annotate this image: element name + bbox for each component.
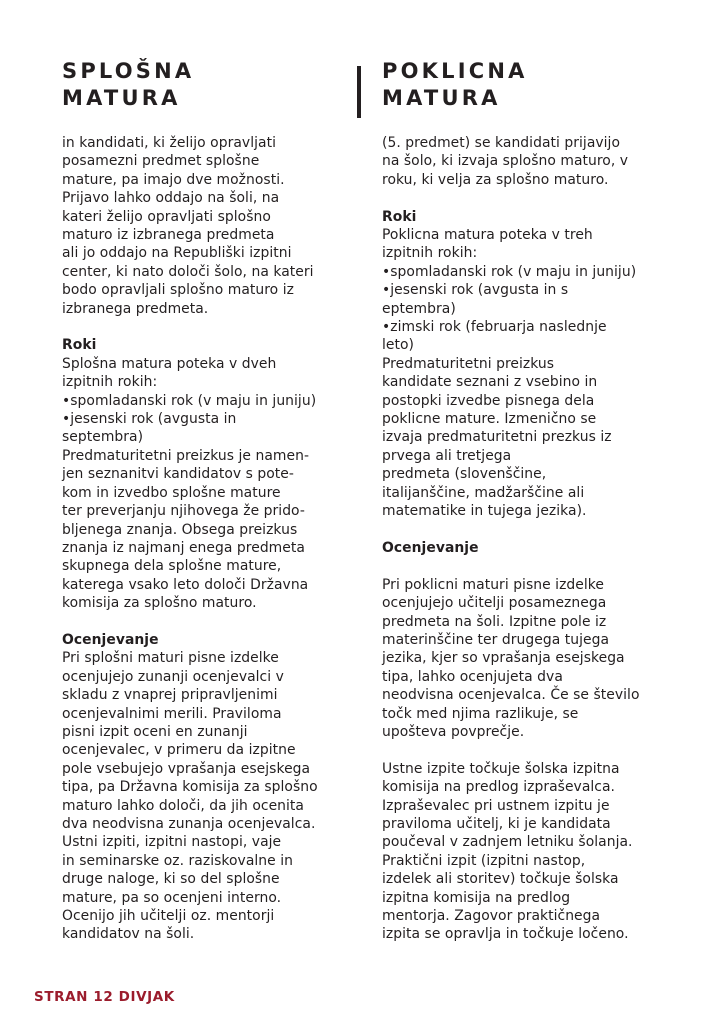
- text-line: jen seznanitvi kandidatov s pote-: [62, 466, 294, 483]
- text-line: skupnega dela splošne mature,: [62, 558, 282, 575]
- text-line: izpitnih rokih:: [62, 374, 158, 391]
- text-line: pole vsebujejo vprašanja esejskega: [62, 760, 311, 777]
- text-line: skladu z vnaprej pripravljenimi: [62, 687, 278, 704]
- text-line: eptembra): [382, 300, 456, 317]
- right-title-line: POKLICNA: [382, 59, 528, 83]
- text-line: komisija za splošno maturo.: [62, 595, 257, 612]
- text-line: Izpraševalec pri ustnem izpitu je: [382, 797, 610, 814]
- text-line: •jesenski rok (avgusta in: [62, 411, 237, 428]
- text-line: ocenjujejo učitelji posameznega: [382, 595, 607, 612]
- text-line: izpitnih rokih:: [382, 245, 478, 262]
- left-title-line: SPLOŠNA: [62, 59, 195, 83]
- text-line: (5. predmet) se kandidati prijavijo: [382, 135, 621, 151]
- text-line: roku, ki velja za splošno maturo.: [382, 171, 609, 188]
- page-footer: STRAN 12 DIVJAK: [34, 989, 175, 1005]
- text-line: katerega vsako leto določi Državna: [62, 576, 309, 593]
- text-line: Pri poklicni maturi pisne izdelke: [382, 576, 604, 593]
- section-heading-ocenjevanje: Ocenjevanje: [382, 539, 479, 556]
- text-line: matematike in tujega jezika).: [382, 503, 587, 520]
- right-column: [382, 58, 682, 944]
- text-line: postopki izvedbe pisnega dela: [382, 392, 595, 409]
- text-line: dva neodvisna zunanja ocenjevalca.: [62, 816, 316, 832]
- section-heading-roki: Roki: [382, 208, 417, 225]
- text-line: kom in izvedbo splošne mature: [62, 484, 281, 501]
- text-line: izpita se opravlja in točkuje ločeno.: [382, 926, 629, 943]
- left-intro: [62, 134, 352, 318]
- text-line: •zimski rok (februarja naslednje: [382, 319, 607, 336]
- text-line: Prijavo lahko oddajo na šoli, na: [62, 190, 280, 207]
- text-line: druge naloge, ki so del splošne: [62, 871, 280, 888]
- text-line: neodvisna ocenjevalca. Če se število: [382, 687, 640, 704]
- text-line: •jesenski rok (avgusta in s: [382, 282, 569, 299]
- right-intro: [382, 134, 682, 189]
- text-line: kandidate seznani z vsebino in: [382, 374, 598, 391]
- text-line: točk med njima razlikuje, se: [382, 705, 579, 722]
- text-line: mature, pa so ocenjeni interno.: [62, 889, 282, 906]
- text-line: upošteva povprečje.: [382, 723, 525, 740]
- text-line: praviloma učitelj, ki je kandidata: [382, 815, 611, 832]
- text-line: Praktični izpit (izpitni nastop,: [382, 852, 586, 869]
- text-line: znanja iz najmanj enega predmeta: [62, 539, 305, 556]
- text-line: predmeta (slovenščine,: [382, 466, 547, 483]
- text-line: Ustne izpite točkuje šolska izpitna: [382, 760, 620, 777]
- text-line: mature, pa imajo dve možnosti.: [62, 171, 285, 188]
- text-line: tipa, lahko ocenjujeta dva: [382, 668, 563, 685]
- text-line: izvaja predmaturitetni prezkus iz: [382, 429, 612, 446]
- text-line: kandidatov na šoli.: [62, 926, 195, 943]
- text-line: poklicne mature. Izmenično se: [382, 411, 597, 428]
- text-line: •spomladanski rok (v maju in juniju): [382, 263, 637, 280]
- text-line: ocenjevalec, v primeru da izpitne: [62, 742, 296, 759]
- text-line: pisni izpit oceni en zunanji: [62, 723, 248, 740]
- left-body: [62, 134, 352, 944]
- text-line: in kandidati, ki želijo opravljati: [62, 135, 276, 151]
- left-ocenjevanje-section: [62, 631, 352, 944]
- right-roki-section: [382, 208, 682, 521]
- left-roki-section: [62, 336, 352, 612]
- text-line: Predmaturitetni preizkus: [382, 355, 555, 372]
- right-title: [382, 58, 682, 112]
- text-line: Ocenijo jih učitelji oz. mentorji: [62, 908, 275, 925]
- text-line: materinščine ter drugega tujega: [382, 631, 610, 648]
- text-line: tipa, pa Državna komisija za splošno: [62, 779, 318, 796]
- text-line: komisija na predlog izpraševalca.: [382, 779, 616, 796]
- text-line: Pri splošni maturi pisne izdelke: [62, 650, 279, 667]
- text-line: na šolo, ki izvaja splošno maturo, v: [382, 153, 629, 170]
- text-line: poučeval v zadnjem letniku šolanja.: [382, 834, 633, 851]
- text-line: mentorja. Zagovor praktičnega: [382, 908, 601, 924]
- text-line: Predmaturitetni preizkus je namen-: [62, 447, 310, 464]
- text-line: ali jo oddajo na Republiški izpitni: [62, 245, 292, 262]
- right-body: [382, 134, 682, 944]
- text-line: •spomladanski rok (v maju in juniju): [62, 392, 317, 409]
- text-line: Ustni izpiti, izpitni nastopi, vaje: [62, 834, 282, 851]
- text-line: jezika, kjer so vprašanja esejskega: [382, 650, 625, 667]
- section-heading-ocenjevanje: Ocenjevanje: [62, 631, 159, 648]
- text-line: ocenjevalnimi merili. Praviloma: [62, 705, 282, 722]
- text-line: ter preverjanju njihovega že prido-: [62, 503, 305, 520]
- text-line: maturo lahko določi, da jih ocenita: [62, 797, 304, 814]
- left-title-line: MATURA: [62, 86, 181, 110]
- right-ocenjevanje-section: [382, 539, 682, 944]
- text-line: bljenega znanja. Obsega preizkus: [62, 521, 298, 538]
- section-heading-roki: Roki: [62, 337, 97, 354]
- text-line: leto): [382, 337, 415, 354]
- text-line: izpitna komisija na predlog: [382, 889, 571, 906]
- text-line: in seminarske oz. raziskovalne in: [62, 852, 293, 869]
- text-line: ocenjujejo zunanji ocenjevalci v: [62, 668, 284, 685]
- column-divider: [357, 66, 361, 118]
- text-line: septembra): [62, 429, 144, 446]
- text-line: Splošna matura poteka v dveh: [62, 355, 277, 372]
- text-line: predmeta na šoli. Izpitne pole iz: [382, 613, 607, 630]
- text-line: izbranega predmeta.: [62, 300, 209, 317]
- left-title: [62, 58, 352, 112]
- text-line: Poklicna matura poteka v treh: [382, 227, 593, 244]
- text-line: italijanščine, madžarščine ali: [382, 484, 585, 501]
- text-line: kateri želijo opravljati splošno: [62, 208, 271, 225]
- text-line: posamezni predmet splošne: [62, 153, 260, 170]
- text-line: center, ki nato določi šolo, na kateri: [62, 263, 314, 280]
- right-title-line: MATURA: [382, 86, 501, 110]
- left-column: [62, 58, 352, 944]
- text-line: bodo opravljali splošno maturo iz: [62, 282, 294, 299]
- text-line: maturo iz izbranega predmeta: [62, 227, 275, 244]
- text-line: prvega ali tretjega: [382, 447, 512, 464]
- text-line: izdelek ali storitev) točkuje šolska: [382, 871, 619, 888]
